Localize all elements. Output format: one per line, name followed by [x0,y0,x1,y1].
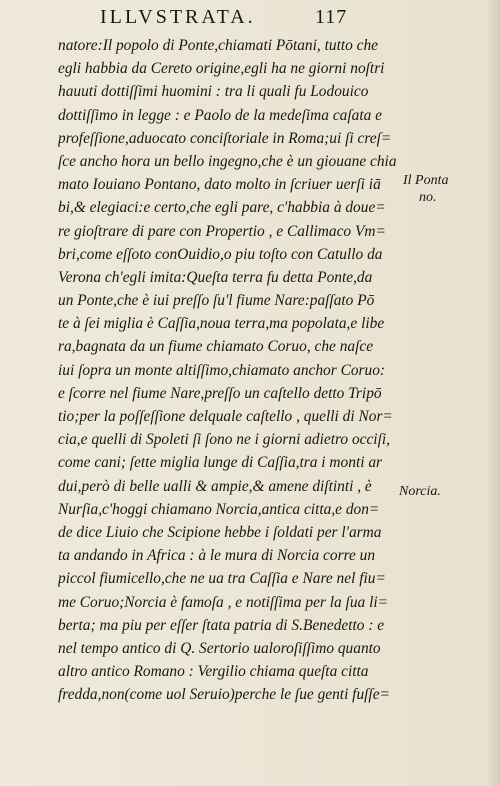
text-line: ra,bagnata da un fiume chiamato Coruo, che naſce [58,338,374,356]
page-header [100,4,440,32]
text-line: berta; ma piu per eſſer ſtata patria di S.Benedetto : e [58,616,385,634]
text-line: come cani; ſette miglia lunge di Caſſia,tra i monti ar [58,454,383,472]
text-line: te à ſei miglia è Caſſia,noua terra,ma popolata,e libe [58,315,385,333]
text-line: dottiſſimo in legge : e Paolo de la medeſima caſata e [58,106,382,124]
text-line: ſce ancho hora un bello ingegno,che è un giouane chia [58,152,397,170]
text-line: egli habbia da Cereto origine,egli ha ne giorni noſtri [58,60,385,78]
text-line: bi,& elegiaci:e certo,che egli pare, c'habbia à doue= [58,199,386,217]
running-title: ILLVSTRATA. [100,6,256,28]
text-line: profeſſione,aduocato conciſtoriale in Roma;ui ſi creſ= [58,129,392,147]
text-line: nel tempo antico di Q. Sertorio ualoroſiſſimo quanto [58,639,381,657]
text-line: bri,come eſſoto conOuidio,o piu toſto con Catullo da [58,245,383,263]
page-number: 117 [315,6,348,28]
text-line: fredda,non(come uol Seruio)perche le ſue genti fuſſe= [58,686,390,704]
text-line: dui,però di belle ualli & ampie,& amene diſtinti , è [58,477,372,495]
marginal-note-norcia: Norcia. [399,484,441,499]
text-line: re gioſtrare di pare con Propertio , e Callimaco Vm= [58,222,386,240]
text-line: iui ſopra un monte altiſſimo,chiamato anchor Coruo: [58,361,386,379]
text-line: ta andando in Africa : à le mura di Norcia corre un [58,547,376,565]
text-line: un Ponte,che è iui preſſo ſu'l fiume Nare:paſſato Pō [58,292,375,310]
text-line: piccol fiumicello,che ne ua tra Caſſia e Nare nel fiu= [58,570,386,588]
body-text [58,34,398,706]
text-line: de dice Liuio che Scipione hebbe i ſoldati per l'arma [58,523,382,541]
text-line: cia,e quelli di Spoleti ſi ſono ne i giorni adietro occiſi, [58,431,390,449]
text-line: natore:Il popolo di Ponte,chiamati Pōtani, tutto che [58,37,379,54]
text-line: e ſcorre nel fiume Nare,preſſo un caſtello detto Tripō [58,384,382,402]
page-edge-shadow [486,0,500,786]
text-line: hauuti dottiſſimi huomini : tra li quali fu Lodouico [58,83,369,101]
text-line: mato Iouiano Pontano, dato molto in ſcriuer uerſi iā [58,176,381,194]
marginal-note-line: Il Ponta [403,173,449,188]
text-line: tio;per la poſſeſſione delquale caſtello , quelli di Nor= [58,408,393,425]
text-line: altro antico Romano : Vergilio chiama queſta citta [58,663,369,681]
text-line: me Coruo;Norcia è famoſa , e notiſſima per la ſua li= [58,593,389,611]
marginal-note-pontano [403,172,449,206]
text-line: Verona ch'egli imita:Queſta terra fu detta Ponte,da [58,268,373,286]
text-line: Nurſia,c'hoggi chiamano Norcia,antica citta,e don= [58,500,380,518]
marginal-note-line: no. [419,190,437,205]
